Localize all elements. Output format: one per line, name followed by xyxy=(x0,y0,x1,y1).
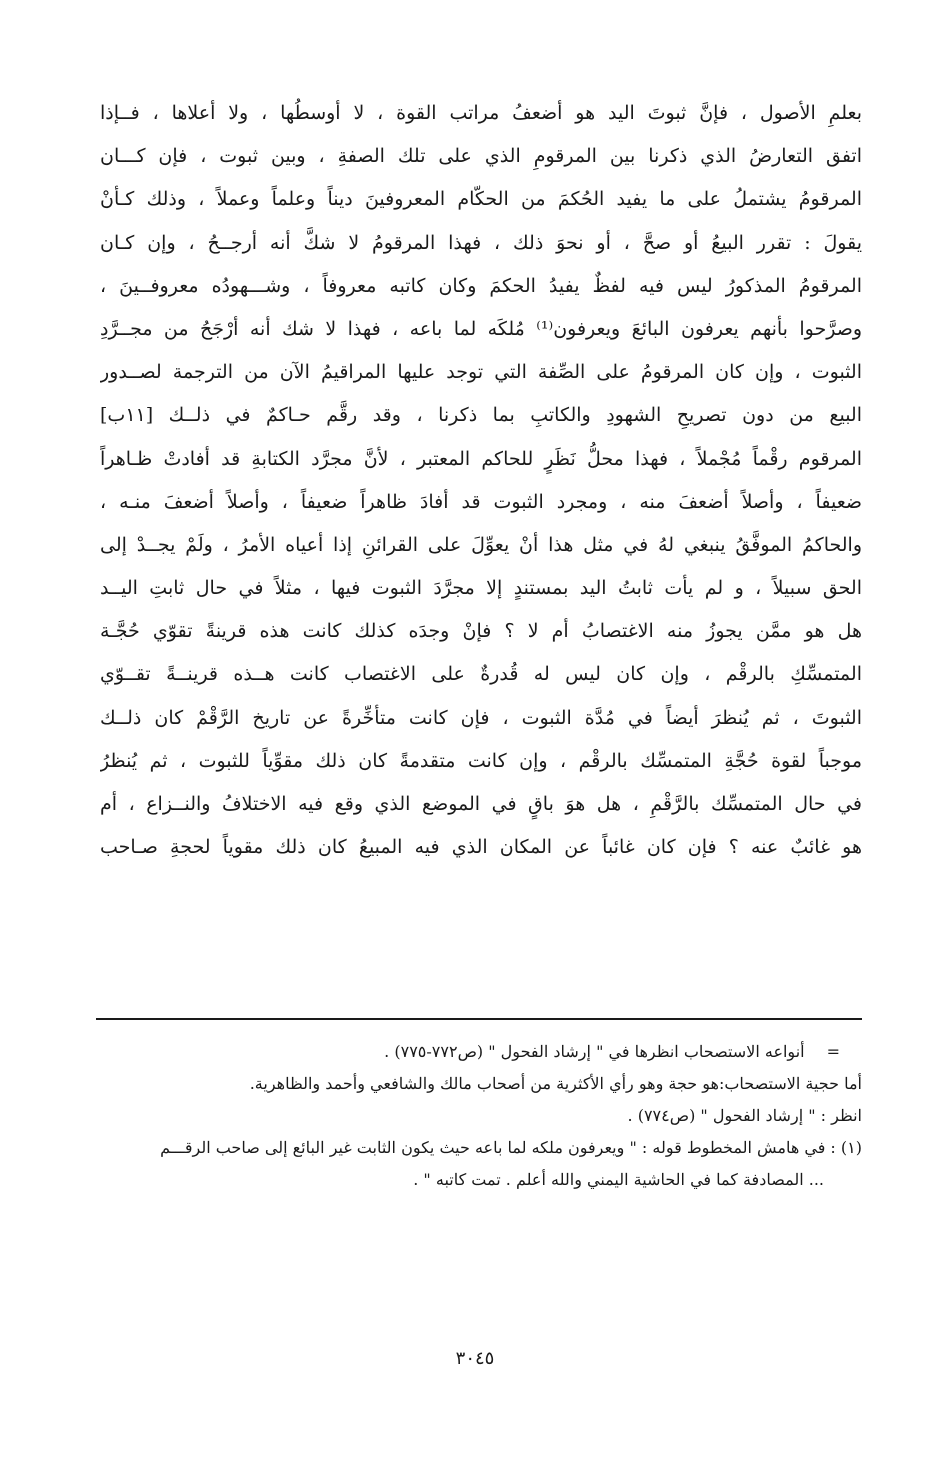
text-line: والحاكمُ الموفَّقُ ينبغي لهُ في مثل هذا أنْ يعوِّلَ على القرائنِ إذا أعياه الأمرُ ، ولَمْ يجــدْ إلى xyxy=(100,533,862,556)
text-line: وصرَّحوا بأنهم يعرفون البائعَ ويعرفون⁽¹⁾ مُلكَه لما باعه ، فهذا لا شك أنه أرْجَحُ من مجــرَّدِ xyxy=(100,317,862,340)
footnote-line: = أنواعه الاستصحاب انظرها في " إرشاد الفحول " (ص٧٧٢-٧٧٥) . xyxy=(96,1036,862,1068)
text-line: البيع من دون تصريحِ الشهودِ والكاتبِ بما ذكرنا ، وقد رقَّم حـاكمٌ في ذلــك [١١ب] xyxy=(100,404,862,427)
text-line: المرقوم رقْماً مُجْملاً ، فهذا محلُّ نَظَرٍ للحاكم المعتبر ، لأنَّ مجرَّد الكتابةِ قد أفادتْ ظـاهراً xyxy=(100,447,862,470)
text-line: اتفق التعارضُ الذي ذكرنا بين المرقومِ الذي على تلك الصفةِ ، وبين ثبوت ، فإن كـــان xyxy=(100,145,862,168)
text-line: المرقومُ المذكورُ ليس فيه لفظٌ يفيدُ الحكمَ وكان كاتبه معروفاً ، وشـــهودُه معروفــينَ ، xyxy=(100,274,862,297)
footnote-separator xyxy=(96,1018,862,1020)
text-line: هل هو ممَّن يجوزُ منه الاغتصابُ أم لا ؟ فإنْ وجدَه كذلك كانت هذه قرينةً تقوّي حُجَّـة xyxy=(100,620,862,643)
page-number: ٣٠٤٥ xyxy=(455,1348,495,1369)
text-line: بعلمِ الأصول ، فإنَّ ثبوتَ اليد هو أضعفُ مراتب القوة ، لا أوسطُها ، ولا أعلاها ، فــإذا xyxy=(100,102,862,124)
footnotes xyxy=(96,1036,862,1196)
text-line: المرقومُ يشتملُ على ما يفيد الحُكمَ من الحكّام المعروفينَ ديناً وعلماً وعملاً ، وذلك كـأنْ xyxy=(100,188,862,211)
text-line: الثبوتَ ، ثم يُنظرَ أيضاً في مُدَّة الثبوت ، فإن كانت متأخِّرةً عن تاريخ الرَّقْمْ كان ذلــك xyxy=(100,706,862,729)
text-line: هو غائبٌ عنه ؟ فإن كان غائباً عن المكان الذي فيه المبيعُ كان ذلك مقوياً لحجةِ صـاحب xyxy=(100,836,862,859)
text-line: ضعيفاً ، وأصلاً أضعفَ منه ، ومجرد الثبوت قد أفادَ ظاهراً ضعيفاً ، وأصلاً أضعفَ منـه ، xyxy=(100,490,862,513)
text-line: في حال المتمسِّك بالرَّقْمِ ، هل هوَ باقٍ في الموضع الذي وقع فيه الاختلافُ والنــزاع ، أم xyxy=(100,793,862,815)
footnote-1-continuation: ... المصادفة كما في الحاشية اليمني والله أعلم . تمت كاتبه " . xyxy=(413,1170,824,1189)
text-line: الثبوت ، وإن كان المرقومُ على الصِّفة التي توجد عليها المراقيمُ الآن من الترجمة لصــدور xyxy=(100,361,862,384)
footnote-line: أما حجية الاستصحاب:هو حجة وهو رأي الأكثرية من أصحاب مالك والشافعي وأحمد والظاهرية. xyxy=(249,1074,862,1093)
footnote-line: انظر : " إرشاد الفحول " (ص٧٧٤) . xyxy=(627,1106,862,1125)
text-line: موجباً لقوة حُجَّةِ المتمسِّك بالرقْم ، وإن كانت متقدمةً كان ذلك مقوِّياً للثبوت ، ثم يُنظرُ xyxy=(100,749,862,772)
text-line: يقولَ : تقرر البيعُ أو صحَّ ، أو نحوَ ذلك ، فهذا المرقومُ لا شكَّ أنه أرجــحُ ، وإن كـان xyxy=(100,231,862,254)
text-line: الحق سبيلاً ، و لم يأت ثابتُ اليد بمستندٍ إلا مجرَّدَ الثبوت فيها ، مثلاً في حال ثابتِ اليــد xyxy=(100,577,862,600)
main-text xyxy=(100,92,862,869)
text-line: المتمسِّكِ بالرقْم ، وإن كان ليس له قُدرةٌ على الاغتصاب كانت هــذه قرينــةً تقــوّي xyxy=(100,663,862,686)
footnote-1: (١) : في هامش المخطوط قوله : " ويعرفون ملكه لما باعه حيث يكون الثابت غير البائع إلى صاحب الرقـــم xyxy=(160,1138,862,1157)
